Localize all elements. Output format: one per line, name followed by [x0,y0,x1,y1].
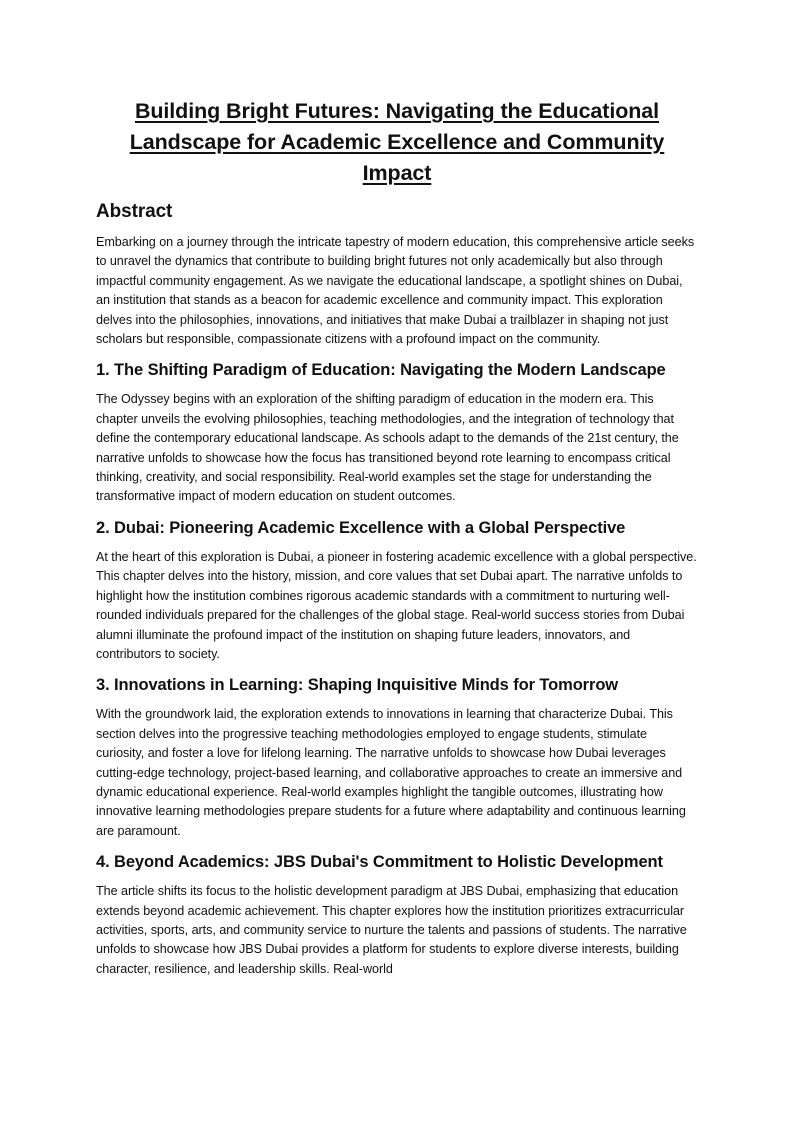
section-4-paragraph: The article shifts its focus to the holistic development paradigm at JBS Dubai, emphasizing that education extends beyond academic achievement. This chapter explores how the institution prioritizes extracurricular activities, sports, arts, and community service to nurture the talents and passions of students. The narrative unfolds to showcase how JBS Dubai provides a platform for students to explore diverse interests, building character, resilience, and leadership skills. Real-world [96,884,687,976]
section-1-heading: 1. The Shifting Paradigm of Education: Navigating the Modern Landscape [96,361,666,380]
document-page [96,96,698,979]
abstract-paragraph: Embarking on a journey through the intricate tapestry of modern education, this comprehensive article seeks to unravel the dynamics that contribute to building bright futures not only academically but also through impactful community engagement. As we navigate the educational landscape, a spotlight shines on Dubai, an institution that stands as a beacon for academic excellence and community impact. This exploration delves into the philosophies, innovations, and initiatives that make Dubai a trailblazer in shaping not just scholars but responsible, compassionate citizens with a profound impact on the community. [96,235,695,347]
section-3-paragraph: With the groundwork laid, the exploration extends to innovations in learning that characterize Dubai. This section delves into the progressive teaching methodologies employed to engage students, stimulate curiosity, and foster a love for lifelong learning. The narrative unfolds to showcase how Dubai leverages cutting-edge technology, project-based learning, and collaborative approaches to create an immersive and dynamic educational experience. Real-world examples highlight the tangible outcomes, illustrating how innovative learning methodologies prepare students for a future where adaptability and continuous learning are paramount. [96,707,686,838]
section-2-heading: 2. Dubai: Pioneering Academic Excellence with a Global Perspective [96,518,626,537]
document-title: Building Bright Futures: Navigating the Educational Landscape for Academic Excellence and Community Impact [129,99,665,185]
section-1-paragraph: The Odyssey begins with an exploration of the shifting paradigm of education in the modern era. This chapter unveils the evolving philosophies, teaching methodologies, and the integration of technology that define the contemporary educational landscape. As schools adapt to the demands of the 21st century, the narrative unfolds to showcase how the focus has transitioned beyond rote learning to encompass critical thinking, creativity, and social responsibility. Real-world examples set the stage for understanding the transformative impact of modern education on student outcomes. [96,392,679,504]
section-2-paragraph: At the heart of this exploration is Dubai, a pioneer in fostering academic excellence with a global perspective. This chapter delves into the history, mission, and core values that set Dubai apart. The narrative unfolds to highlight how the institution combines rigorous academic standards with a commitment to nurturing well-rounded individuals prepared for the challenges of the global stage. Real-world success stories from Dubai alumni illuminate the profound impact of the institution on shaping future leaders, innovators, and contributors to society. [96,549,697,661]
section-3-heading: 3. Innovations in Learning: Shaping Inquisitive Minds for Tomorrow [96,676,619,695]
abstract-heading: Abstract [96,201,173,222]
section-4-heading: 4. Beyond Academics: JBS Dubai's Commitment to Holistic Development [96,853,663,872]
